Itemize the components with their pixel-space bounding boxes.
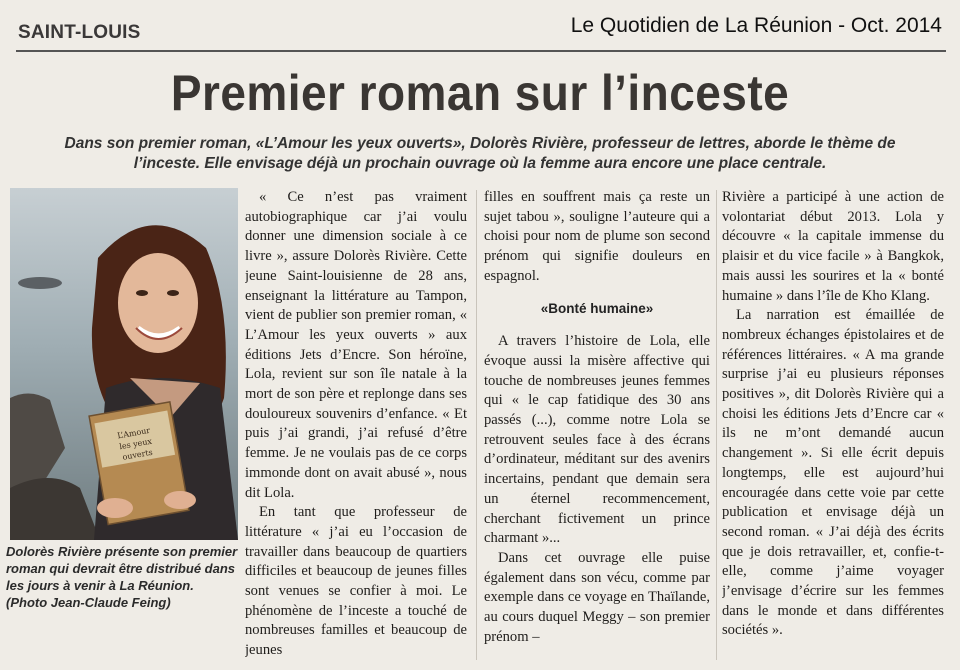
paragraph: Dans cet ouvrage elle puise également dans son vécu, comme par exemple dans ce voyage en Thaïlande, au cours duquel Meggy – son premier prénom – [484,549,710,645]
paragraph: « Ce n’est pas vraiment autobiographique car j’ai voulu donner une dimension sociale à ce livre », assure Dolorès Rivière. Cette jeune Saint-louisienne de 28 ans, enseignant la littérature au Tampon, vient de publier son premier roman, « L’Amour les yeux ouverts » aux éditions Jets d’Encre. Son héroïne, Lola, revient sur son île natale à la mort de son père et replonge dans ses douloureux souvenirs d’enfance. « Et puis j’ai grandi, j’ai refusé d’être femme. Je ne voulais pas de ce corps immonde dont on avait abusé », nous dit Lola. [245,189,467,501]
column-separator [716,190,717,660]
paragraph: La narration est émaillée de nombreux échanges épistolaires et de références littéraires. « A ma grande surprise j’ai eu plusieurs réponses positives », dit Dolorès Rivière qui a choisi les éditions Jets d’Encre car « ils ne m’ont demandé aucun changement ». Si elle écrit depuis longtemps, elle est aujourd’hui encouragée dans cette voie par cette publication et envisage déjà un second roman. « J’ai déjà des écrits que je dois retravailler, et, confie-t-elle, comme j’aime voyager j’envisage d’écrire sur les femmes dans le monde et dans différentes sociétés ». [722,307,944,639]
subheading: «Bonté humaine» [540,300,654,316]
section-rubric: SAINT-LOUIS [18,22,141,43]
svg-text:les yeux: les yeux [118,436,153,452]
lede: Dans son premier roman, «L’Amour les yeux ouverts», Dolorès Rivière, professeur de lettres, aborde le thème de l’inceste. Elle envisage déjà un prochain ouvrage où la femme aura encore une place centrale. [64,135,896,172]
source-label: Le Quotidien de La Réunion - Oct. 2014 [570,14,942,37]
paragraph: En tant que professeur de littérature « j’ai eu l’occasion de travailler dans beaucoup de quartiers difficiles et beaucoup de jeunes filles sont venues se confier à moi. Le phénomène de l’inceste a touché de nombreuses familles et beaucoup de jeunes [245,504,467,659]
photo-caption: Dolorès Rivière présente son premier roman qui devrait être distribué dans les jours à venir à La Réunion. (Photo Jean-Claude Feing) [6,544,238,610]
photo-illustration [10,188,238,540]
paragraph: A travers l’histoire de Lola, elle évoque aussi la misère affective qui touche de nombreuses jeunes femmes qui « le cap fatidique des 30 ans passés (...), comme notre Lola se retrouvent seules face à des écrans d’ordinateur, méditant sur des avenirs incertains, pendant que demain sera un éternel recommencement, cherchant fictivement un prince charmant »... [484,333,710,547]
headline: Premier roman sur l’inceste [170,65,790,121]
paragraph: filles en souffrent mais ça reste un sujet tabou », souligne l’auteure qui a choisi pour nom de plume son second prénom qui signifie douleurs en espagnol. [484,189,710,284]
header-rule [16,50,946,52]
svg-text:L’Amour: L’Amour [116,425,151,441]
article-column-2 [484,188,710,664]
svg-text:ouverts: ouverts [121,447,154,462]
paragraph: Rivière a participé à une action de volontariat début 2013. Lola y découvre « la capitale immense du plaisir et du vice facile » à Bangkok, mais aussi les sourires et la « bonté humaine » dans l’île de Kho Klang. [722,189,944,304]
author-photo [10,188,238,540]
article-column-1 [245,188,467,664]
column-separator [476,190,477,660]
article-column-3 [722,188,944,664]
